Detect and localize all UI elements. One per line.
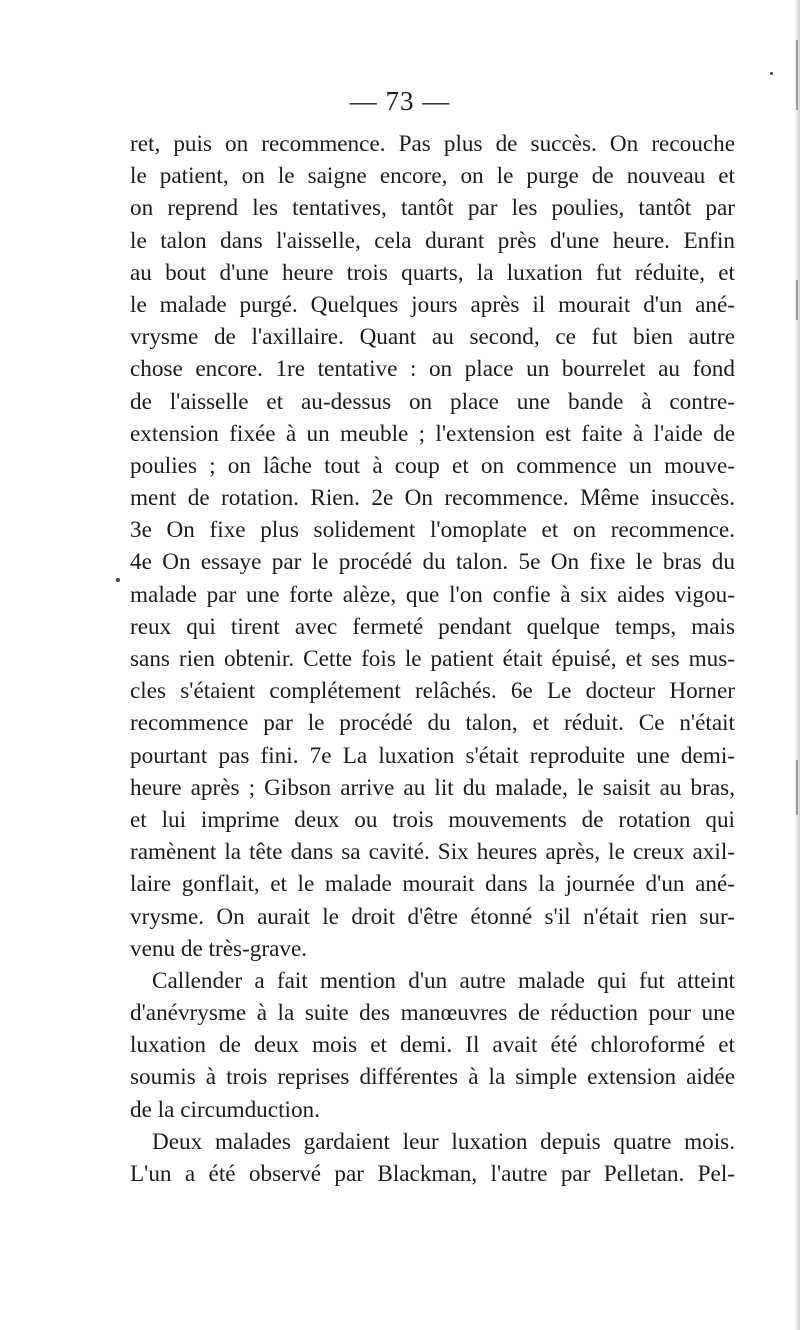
text-line: ret, puis on recommence. Pas plus de succès. On recouche <box>130 131 735 157</box>
margin-speck <box>770 72 773 75</box>
page-edge-mark <box>796 280 798 320</box>
margin-speck <box>116 578 120 582</box>
text-line: de l'aisselle et au-dessus on place une bande à contre- <box>130 388 735 415</box>
text-line: Deux malades gardaient leur luxation depuis quatre mois. <box>152 1128 735 1155</box>
text-line: 4e On essaye par le procédé du talon. 5e On fixe le bras du <box>130 549 735 576</box>
text-line: extension fixée à un meuble ; l'extension est faite à l'aide de <box>130 420 735 447</box>
page-number: — 73 — <box>349 86 451 116</box>
text-line: le talon dans l'aisselle, cela durant près d'une heure. Enfin <box>130 227 735 254</box>
text-line: le malade purgé. Quelques jours après il mourait d'un ané- <box>130 291 735 318</box>
text-line: ramènent la tête dans sa cavité. Six heures après, le creux axil- <box>130 839 735 866</box>
text-line: malade par une forte alèze, que l'on confie à six aides vigou- <box>130 581 735 608</box>
text-line: venu de très-grave. <box>130 935 308 962</box>
text-line: Callender a fait mention d'un autre malade qui fut atteint <box>152 967 735 994</box>
text-line: L'un a été observé par Blackman, l'autre par Pelletan. Pel- <box>130 1161 735 1187</box>
text-line: chose encore. 1re tentative : on place un bourrelet au fond <box>130 356 735 383</box>
text-line: sans rien obtenir. Cette fois le patient était épuisé, et ses mus- <box>130 646 735 672</box>
page-edge-mark <box>796 40 798 110</box>
text-line: soumis à trois reprises différentes à la simple extension aidée <box>130 1064 735 1091</box>
text-line: et lui imprime deux ou trois mouvements de rotation qui <box>130 806 735 833</box>
text-line: ment de rotation. Rien. 2e On recommence. Même insuccès. <box>130 485 735 512</box>
text-line: recommence par le procédé du talon, et réduit. Ce n'était <box>130 710 735 737</box>
page-edge <box>794 0 800 1330</box>
text-line: 3e On fixe plus solidement l'omoplate et on recommence. <box>130 517 735 544</box>
text-line: cles s'étaient complétement relâchés. 6e Le docteur Horner <box>130 678 735 705</box>
text-line: pourtant pas fini. 7e La luxation s'était reproduite une demi- <box>130 742 735 769</box>
text-line: d'anévrysme à la suite des manœuvres de réduction pour une <box>130 1000 735 1027</box>
text-line: le patient, on le saigne encore, on le purge de nouveau et <box>130 163 735 190</box>
text-line: vrysme de l'axillaire. Quant au second, ce fut bien autre <box>130 324 735 351</box>
body-text <box>130 128 735 1190</box>
text-line: vrysme. On aurait le droit d'être étonné s'il n'était rien sur- <box>130 903 735 930</box>
text-line: luxation de deux mois et demi. Il avait été chloroformé et <box>130 1032 735 1059</box>
page-edge-mark <box>796 760 798 815</box>
text-line: laire gonflait, et le malade mourait dans la journée d'un ané- <box>130 871 735 898</box>
text-line: on reprend les tentatives, tantôt par les poulies, tantôt par <box>130 195 735 222</box>
text-line: reux qui tirent avec fermeté pendant quelque temps, mais <box>130 613 735 640</box>
text-line: au bout d'une heure trois quarts, la luxation fut réduite, et <box>130 259 735 286</box>
text-line: poulies ; on lâche tout à coup et on commence un mouve- <box>130 452 735 479</box>
text-line: de la circumduction. <box>130 1096 320 1123</box>
text-line: heure après ; Gibson arrive au lit du malade, le saisit au bras, <box>130 774 735 801</box>
